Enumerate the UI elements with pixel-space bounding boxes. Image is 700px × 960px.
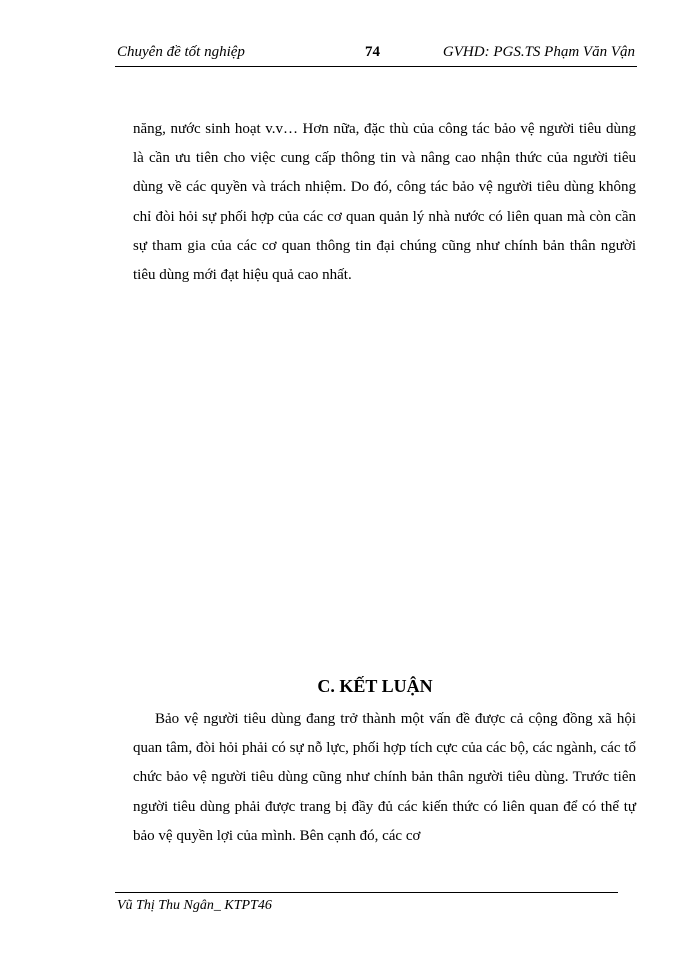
footer-author: Vũ Thị Thu Ngân_ KTPT46 bbox=[117, 898, 272, 913]
body-paragraph-1: năng, nước sinh hoạt v.v… Hơn nữa, đặc thù của công tác bảo vệ người tiêu dùng là cần ưu tiên cho việc cung cấp thông tin và nâng cao nhận thức của người tiêu dùng về các quyền và trách nhiệm. Do đó, công tác bảo vệ người tiêu dùng không chỉ đòi hỏi sự phối hợp của các cơ quan quản lý nhà nước có liên quan mà còn cần sự tham gia của các cơ quan thông tin đại chúng cũng như chính bản thân người tiêu dùng mới đạt hiệu quả cao nhất. bbox=[133, 121, 636, 284]
body-paragraph-2: Bảo vệ người tiêu dùng đang trở thành một vấn đề được cả cộng đồng xã hội quan tâm, đòi hỏi phải có sự nỗ lực, phối hợp tích cực của các bộ, các ngành, các tổ chức bảo vệ người tiêu dùng cũng như chính bản thân người tiêu dùng. Trước tiên người tiêu dùng phải được trang bị đầy đủ các kiến thức có liên quan để có thể tự bảo vệ quyền lợi của mình. Bên cạnh đó, các cơ bbox=[133, 711, 636, 844]
page-number: 74 bbox=[365, 44, 380, 60]
header-document-type: Chuyên đề tốt nghiệp bbox=[117, 44, 245, 60]
page-header bbox=[115, 40, 637, 67]
section-title: C. KẾT LUẬN bbox=[317, 676, 433, 696]
footer-divider bbox=[115, 892, 618, 893]
header-supervisor: GVHD: PGS.TS Phạm Văn Vận bbox=[442, 44, 635, 60]
